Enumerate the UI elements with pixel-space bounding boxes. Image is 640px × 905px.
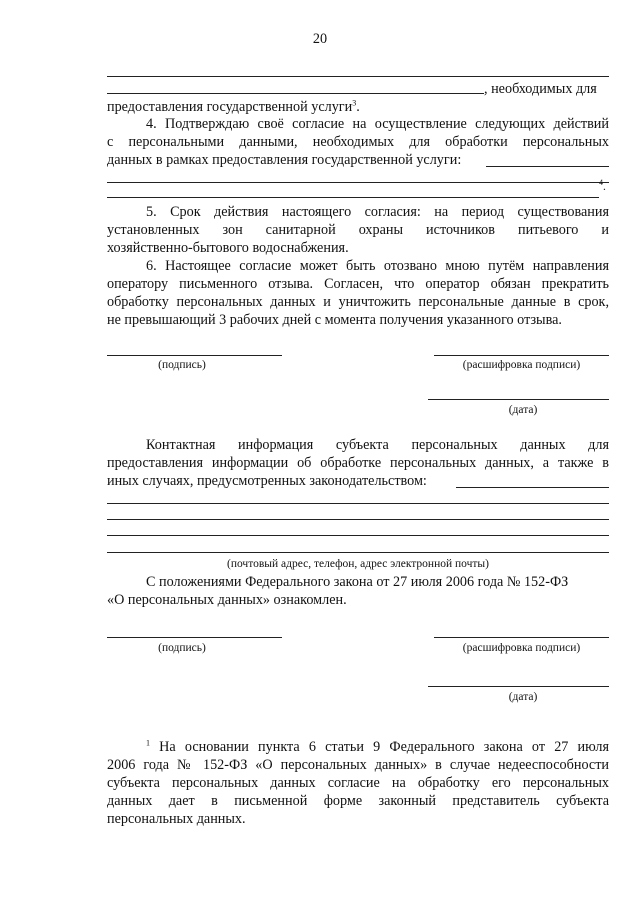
text-line: , необходимых для [484, 81, 597, 97]
item5-line3: хозяйственно-бытового водоснабжения. [107, 240, 349, 256]
law-line1: С положениями Федерального закона от 27 июля 2006 года № 152-ФЗ [146, 574, 569, 590]
item5-line1: 5. Срок действия настоящего согласия: на период существования [146, 204, 609, 220]
footnote-line3: субъекта персональных данных согласие на обработку его персональных [107, 775, 609, 791]
footnote-line4: данных дает в письменной форме законный представитель субъекта [107, 793, 609, 809]
blank-line [107, 519, 609, 520]
blank-line [107, 93, 484, 94]
decode-caption: (расшифровка подписи) [462, 642, 581, 654]
blank-line [486, 166, 609, 167]
blank-line [107, 535, 609, 536]
signature-caption: (подпись) [158, 359, 206, 371]
item6-line2: оператору письменного отзыва. Согласен, что оператор обязан прекратить [107, 276, 609, 292]
contact-line3: иных случаях, предусмотренных законодательством: [107, 473, 427, 489]
contact-line2: предоставления информации об обработке персональных данных, а также в [107, 455, 609, 471]
item5-line2: установленных зон санитарной охраны источников питьевого и [107, 222, 609, 238]
law-line2: «О персональных данных» ознакомлен. [107, 592, 347, 608]
blank-line [107, 182, 609, 183]
blank-line [107, 76, 609, 77]
footnote-ref: $^4$. [599, 178, 606, 193]
item6-line1: 6. Настоящее согласие может быть отозвано мною путём направления [146, 258, 609, 274]
footnote-line1: $^1$ На основании пункта 6 статьи 9 Федерального закона от 27 июля [146, 738, 609, 755]
contact-line1: Контактная информация субъекта персональных данных для [146, 437, 609, 453]
blank-line [107, 197, 599, 198]
footnote-line2: 2006 года № 152-ФЗ «О персональных данных» в случае недееспособности [107, 757, 609, 773]
decode-line [434, 637, 609, 638]
date-line [428, 686, 609, 687]
date-line [428, 399, 609, 400]
text-line: предоставления государственной услуги$^3$. [107, 98, 360, 115]
item6-line3: обработку персональных данных и уничтожить персональные данные в срок, [107, 294, 609, 310]
signature-line [107, 355, 282, 356]
date-caption: (дата) [508, 691, 538, 703]
decode-line [434, 355, 609, 356]
item4-line2: с персональными данными, необходимых для обработки персональных [107, 134, 609, 150]
page-number: 20 [312, 31, 328, 47]
item4-line1: 4. Подтверждаю своё согласие на осуществление следующих действий [146, 116, 609, 132]
contact-caption: (почтовый адрес, телефон, адрес электронной почты) [226, 558, 489, 570]
blank-line [107, 552, 609, 553]
item4-line3: данных в рамках предоставления государственной услуги: [107, 152, 462, 168]
signature-caption: (подпись) [158, 642, 206, 654]
signature-line [107, 637, 282, 638]
footnote-line5: персональных данных. [107, 811, 246, 827]
item6-line4: не превышающий 3 рабочих дней с момента получения указанного отзыва. [107, 312, 562, 328]
decode-caption: (расшифровка подписи) [462, 359, 581, 371]
blank-line [456, 487, 609, 488]
date-caption: (дата) [508, 404, 538, 416]
blank-line [107, 503, 609, 504]
